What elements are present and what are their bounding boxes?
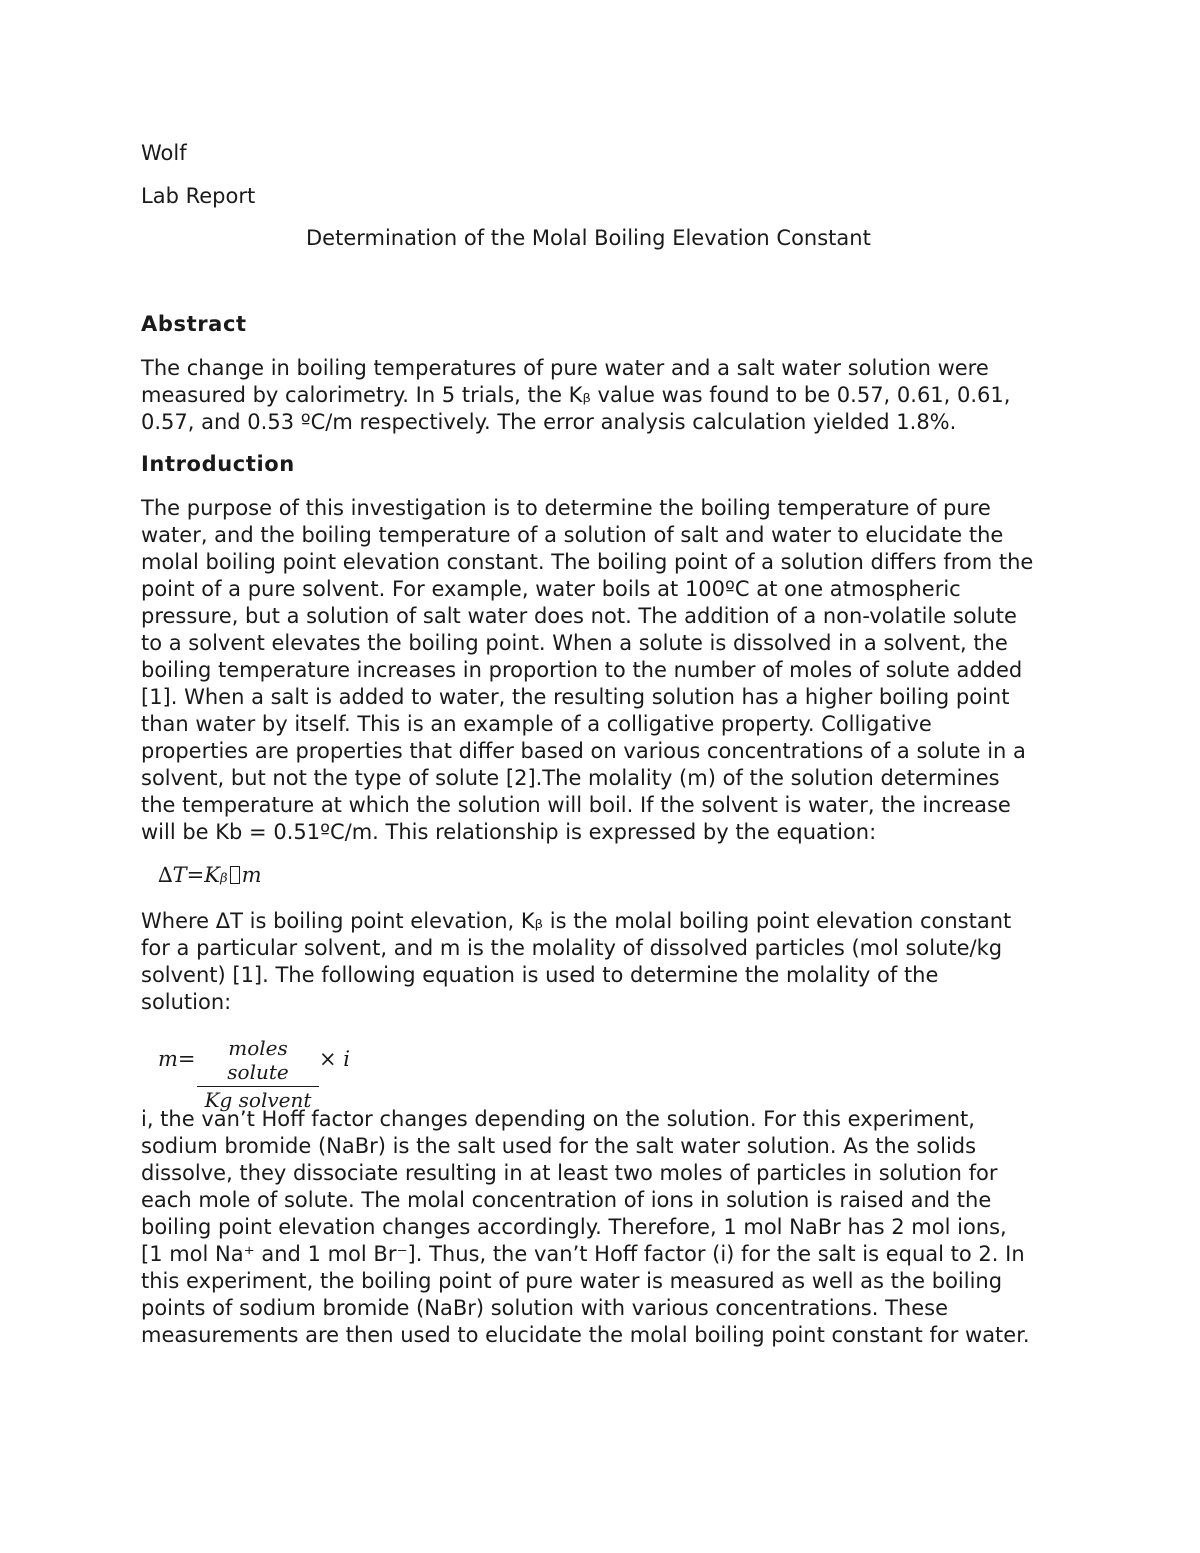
paragraph-line: solvent) [1]. The following equation is used to determine the molality of the [141, 963, 939, 987]
paragraph-line: measurements are then used to elucidate the molal boiling point constant for water. [141, 1323, 1030, 1347]
paragraph-line: solution: [141, 990, 232, 1014]
paragraph-line: i, the van’t Hoff factor changes depending on the solution. For this experiment, [141, 1107, 975, 1131]
paragraph-line: for a particular solvent, and m is the molality of dissolved particles (mol solute/kg [141, 936, 1003, 960]
missing-glyph-icon [230, 866, 240, 884]
paragraph-line: sodium bromide (NaBr) is the salt used for the salt water solution. As the solids [141, 1134, 977, 1158]
paragraph-line: The purpose of this investigation is to determine the boiling temperature of pure [141, 496, 991, 520]
paragraph-line: point of a pure solvent. For example, water boils at 100ºC at one atmospheric [141, 577, 961, 601]
paragraph-line: the temperature at which the solution will boil. If the solvent is water, the increase [141, 793, 1011, 817]
paragraph-line: will be Kb = 0.51ºC/m. This relationship is expressed by the equation: [141, 820, 877, 844]
doc-type: Lab Report [141, 184, 256, 208]
abstract-line: 0.57, and 0.53 ºC/m respectively. The error analysis calculation yielded 1.8%. [141, 410, 957, 434]
paragraph-line: water, and the boiling temperature of a solution of salt and water to elucidate the [141, 523, 1004, 547]
paragraph-line: Where ΔT is boiling point elevation, Kᵦ is the molal boiling point elevation constant [141, 909, 1012, 933]
introduction-heading: Introduction [141, 452, 295, 476]
equation-molality: m [241, 863, 262, 887]
paragraph-line: this experiment, the boiling point of pure water is measured as well as the boiling [141, 1269, 1003, 1293]
paragraph-line: points of sodium bromide (NaBr) solution with various concentrations. These [141, 1296, 948, 1320]
fraction-bar [197, 1086, 319, 1087]
abstract-line: measured by calorimetry. In 5 trials, the Kᵦ value was found to be 0.57, 0.61, 0.61, [141, 383, 1011, 407]
paragraph-line: properties are properties that differ based on various concentrations of a solute in a [141, 739, 1026, 763]
paragraph-line: solvent, but not the type of solute [2].The molality (m) of the solution determines [141, 766, 1000, 790]
fraction-numerator: moles solute [227, 1036, 289, 1084]
abstract-line: The change in boiling temperatures of pure water and a salt water solution were [141, 356, 989, 380]
equation-lhs: m= [158, 1047, 196, 1071]
abstract-heading: Abstract [141, 312, 247, 336]
equation-factor: × i [319, 1047, 350, 1071]
paragraph-line: [1 mol Na⁺ and 1 mol Br⁻]. Thus, the van’t Hoff factor (i) for the salt is equal to 2. In [141, 1242, 1025, 1266]
equation-boiling-point-elevation [158, 863, 262, 887]
paragraph-line: boiling point elevation changes accordingly. Therefore, 1 mol NaBr has 2 mol ions, [141, 1215, 1007, 1239]
page-title: Determination of the Molal Boiling Elevation Constant [306, 226, 871, 250]
paragraph-line: each mole of solute. The molal concentration of ions in solution is raised and the [141, 1188, 992, 1212]
paragraph-line: to a solvent elevates the boiling point. When a solute is dissolved in a solvent, the [141, 631, 1008, 655]
paragraph-line: pressure, but a solution of salt water does not. The addition of a non-volatile solute [141, 604, 1017, 628]
author-name: Wolf [141, 141, 187, 165]
fraction-denominator: Kg solvent [204, 1088, 312, 1112]
paragraph-line: than water by itself. This is an example of a colligative property. Colligative [141, 712, 932, 736]
paragraph-line: dissolve, they dissociate resulting in at least two moles of particles in solution for [141, 1161, 998, 1185]
paragraph-line: boiling temperature increases in proportion to the number of moles of solute added [141, 658, 1023, 682]
fraction [197, 1036, 319, 1112]
equation-lhs: ∆T=Kᵦ [158, 863, 228, 887]
paragraph-line: molal boiling point elevation constant. The boiling point of a solution differs from the [141, 550, 1034, 574]
paragraph-line: [1]. When a salt is added to water, the resulting solution has a higher boiling point [141, 685, 1010, 709]
